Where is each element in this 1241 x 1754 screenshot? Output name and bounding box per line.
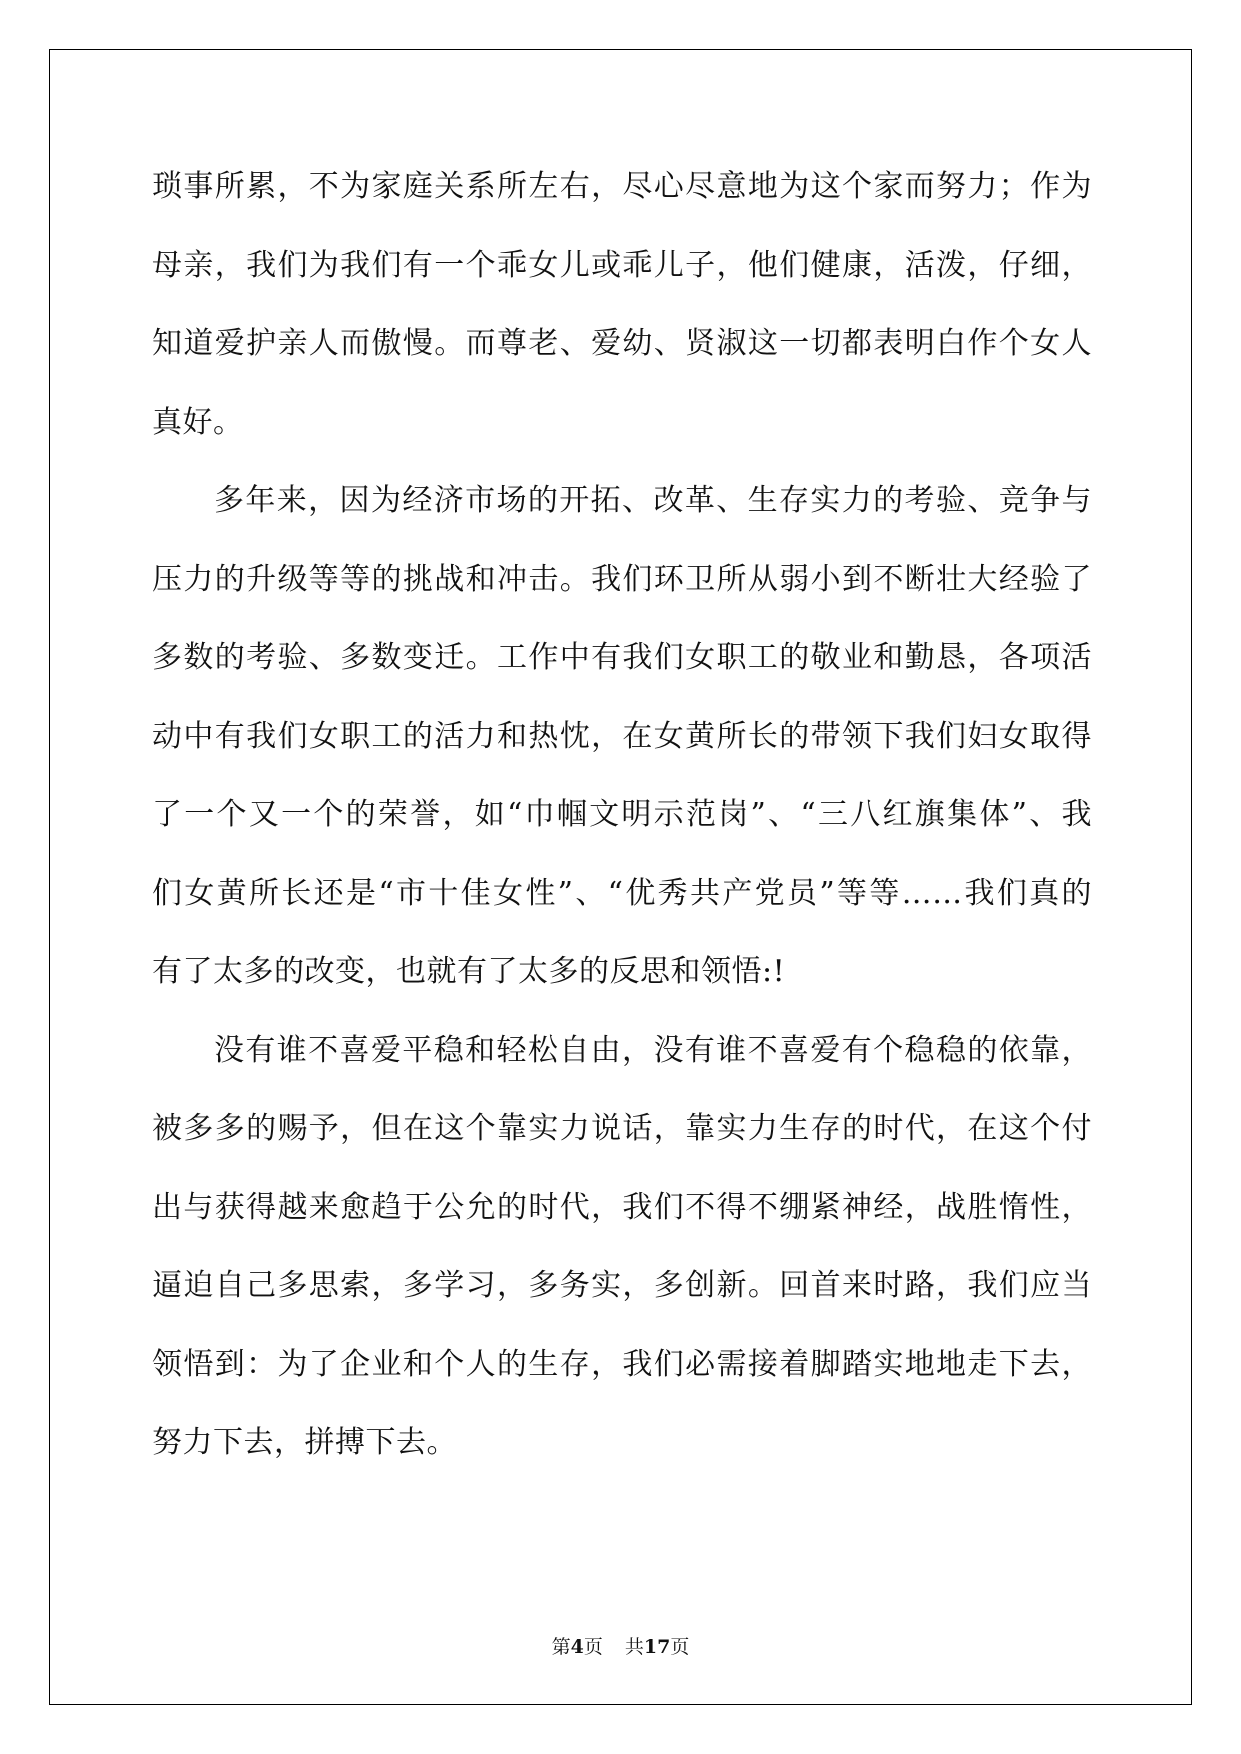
- text-line: 有了太多的改变，也就有了太多的反思和领悟:!: [152, 954, 786, 989]
- footer-total-suffix: 页: [670, 1636, 690, 1658]
- text-line: 努力下去，拼搏下去。: [152, 1425, 457, 1460]
- text-line: 们女黄所长还是“市十佳女性”、“优秀共产党员”等等……我们真的: [152, 875, 1092, 911]
- text-line: 真好。: [152, 404, 244, 440]
- text-line: 了一个又一个的荣誉，如“巾帼文明示范岗”、“三八红旗集体”、我: [152, 797, 1092, 832]
- text-line: 逼迫自己多思索，多学习，多务实，多创新。回首来时路，我们应当: [152, 1268, 1092, 1303]
- text-line: 动中有我们女职工的活力和热忱，在女黄所长的带领下我们妇女取得: [152, 718, 1092, 754]
- total-pages-number: 17: [643, 1636, 671, 1658]
- text-line: 琐事所累，不为家庭关系所左右，尽心尽意地为这个家而努力；作为: [152, 169, 1092, 204]
- current-page-number: 4: [570, 1636, 584, 1658]
- text-line: 出与获得越来愈趋于公允的时代，我们不得不绷紧神经，战胜惰性，: [152, 1189, 1092, 1225]
- document-body: [152, 162, 1092, 1497]
- text-line: 多年来，因为经济市场的开拓、改革、生存实力的考验、竞争与: [214, 483, 1092, 518]
- text-line: 知道爱护亲人而傲慢。而尊老、爱幼、贤淑这一切都表明白作个女人: [152, 326, 1092, 361]
- footer-page-prefix: 第: [551, 1636, 571, 1658]
- text-line: 没有谁不喜爱平稳和轻松自由，没有谁不喜爱有个稳稳的依靠，: [214, 1032, 1092, 1068]
- text-line: 压力的升级等等的挑战和冲击。我们环卫所从弱小到不断壮大经验了: [152, 561, 1092, 597]
- text-line: 多数的考验、多数变迁。工作中有我们女职工的敬业和勤恳，各项活: [152, 640, 1092, 675]
- footer-page-suffix: 页: [583, 1636, 603, 1658]
- text-line: 母亲，我们为我们有一个乖女儿或乖儿子，他们健康，活泼，仔细，: [152, 247, 1092, 283]
- text-line: 领悟到：为了企业和个人的生存，我们必需接着脚踏实地地走下去，: [152, 1346, 1092, 1382]
- page-footer: [0, 1632, 1241, 1659]
- footer-total-prefix: 共: [624, 1636, 644, 1658]
- text-line: 被多多的赐予，但在这个靠实力说话，靠实力生存的时代，在这个付: [152, 1111, 1092, 1146]
